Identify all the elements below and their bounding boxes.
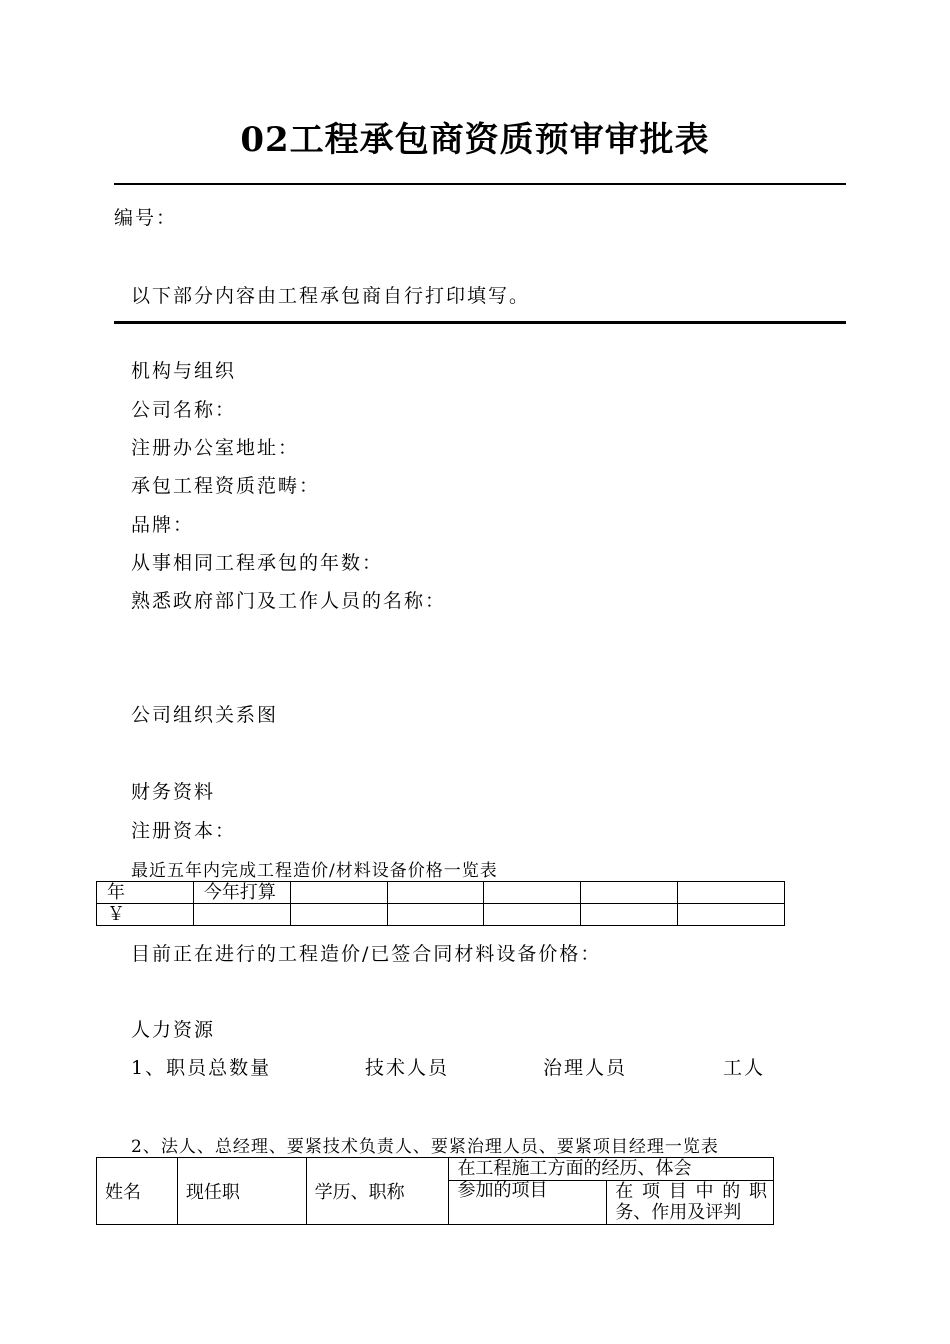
table-cell [193, 904, 290, 926]
notice-rule [114, 321, 846, 324]
table-cell [290, 904, 387, 926]
brand-label: 品牌： [131, 514, 195, 536]
office-address-label: 注册办公室地址： [131, 437, 300, 459]
table-cell [387, 904, 484, 926]
table-cell [678, 904, 785, 926]
hr-heading: 人力资源 [131, 1019, 216, 1041]
org-chart-label: 公司组织关系图 [131, 704, 279, 726]
scope-label: 承包工程资质范畴： [131, 475, 321, 497]
table-row [97, 882, 785, 904]
table-cell: 年 [97, 882, 194, 904]
workers-label: 工人 [723, 1057, 766, 1079]
header-position: 现任职 [177, 1158, 306, 1225]
header-education: 学历、职称 [306, 1158, 449, 1225]
finance-heading: 财务资料 [131, 781, 216, 803]
notice-text: 以下部分内容由工程承包商自行打印填写。 [131, 285, 531, 307]
table-cell [290, 882, 387, 904]
page-title: 02工程承包商资质预审审批表 [240, 120, 710, 160]
key-staff-table [96, 1157, 774, 1225]
mgmt-staff-label: 治理人员 [543, 1057, 628, 1079]
key-staff-caption: 2、法人、总经理、要紧技术负责人、要紧治理人员、要紧项目经理一览表 [131, 1137, 719, 1157]
tech-staff-label: 技术人员 [365, 1057, 450, 1079]
table-cell [581, 904, 678, 926]
table-cell [387, 882, 484, 904]
company-name-label: 公司名称： [131, 399, 237, 421]
capital-label: 注册资本： [131, 820, 237, 842]
staff-count-label: 1、职员总数量 [131, 1057, 272, 1079]
title-rule [114, 183, 846, 185]
finance-table-caption: 最近五年内完成工程造价/材料设备价格一览表 [131, 861, 498, 881]
header-name: 姓名 [97, 1158, 178, 1225]
finance-table [96, 881, 785, 926]
header-experience: 在工程施工方面的经历、体会 [449, 1158, 774, 1181]
table-cell: ￥ [97, 904, 194, 926]
table-row [97, 904, 785, 926]
ongoing-label: 目前正在进行的工程造价/已签合同材料设备价格： [131, 943, 602, 965]
table-cell [581, 882, 678, 904]
table-row [97, 1158, 774, 1181]
header-projects: 参加的项目 [449, 1181, 607, 1225]
years-label: 从事相同工程承包的年数： [131, 552, 384, 574]
gov-contacts-label: 熟悉政府部门及工作人员的名称： [131, 590, 447, 612]
serial-label: 编号： [114, 207, 178, 229]
org-heading: 机构与组织 [131, 360, 237, 382]
header-role: 在 项 目 中 的 职 务、作用及评判 [607, 1181, 774, 1225]
table-cell [484, 882, 581, 904]
table-cell: 今年打算 [193, 882, 290, 904]
table-cell [678, 882, 785, 904]
table-cell [484, 904, 581, 926]
